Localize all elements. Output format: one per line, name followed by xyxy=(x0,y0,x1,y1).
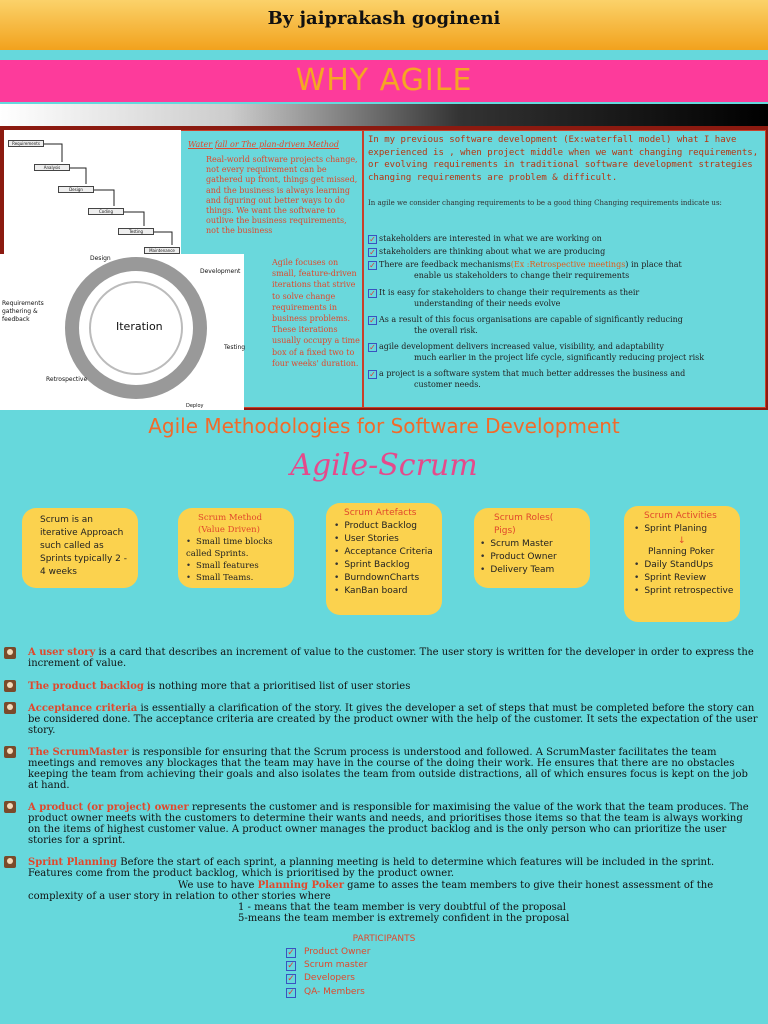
list-item: • Small Teams. xyxy=(186,572,288,584)
list-item: • Small time blocks called Sprints. xyxy=(186,536,288,560)
iter-label: Design xyxy=(90,255,111,262)
list-item: • Product Owner xyxy=(480,551,584,564)
product-owner-paragraph: A product (or project) owner represents the customer and is responsible for maximising the value of the work that the team produces. The product owner meets with the customers to determine their wants and needs, and prioritises those items so that the team is always working on the items of highest customer value. A product owner manages the product backlog and is the only person who can prioritize the user stories for a sprint. xyxy=(28,802,749,846)
wf-step: Coding xyxy=(88,208,124,215)
list-item: • Scrum Master xyxy=(480,538,584,551)
person-icon xyxy=(4,856,16,868)
person-icon xyxy=(4,801,16,813)
list-item: • BurndownCharts xyxy=(334,572,434,585)
wf-step: Design xyxy=(58,186,94,193)
acceptance-paragraph: Acceptance criteria is essentially a clarification of the story. It gives the developer a set of steps that must be completed before the story can be considered done. The acceptance criteria are created by the product owner with the help of the customer. It sets the expectation of the user story. xyxy=(28,703,758,736)
checkbox-icon: ✓ xyxy=(369,343,376,352)
wf-step: Maintenance xyxy=(144,247,180,254)
scrum-bubble-text: Scrum is an iterative Approach such called as Sprints typically 2 - 4 weeks xyxy=(40,515,127,577)
iter-label: Testing xyxy=(224,344,246,351)
checkbox-icon: ✓ xyxy=(369,261,376,270)
artefacts-title: Scrum Artefacts xyxy=(344,508,417,518)
list-item: • User Stories xyxy=(334,533,434,546)
list-item: • Daily StandUps xyxy=(634,559,734,572)
wf-step: Testing xyxy=(118,228,154,235)
activities-title: Scrum Activities xyxy=(644,511,717,521)
list-item: • Delivery Team xyxy=(480,564,584,577)
method-title: Scrum Method (Value Driven) xyxy=(198,513,263,535)
arrow-down-icon: ↓ xyxy=(678,536,686,546)
activities-bubble xyxy=(624,506,740,622)
methodologies-title: Agile Methodologies for Software Development xyxy=(148,414,620,438)
check-item: ✓ agile development delivers increased value, visibility, and adaptability much earlier in the project life cycle, significantly reducing project risk xyxy=(369,342,705,362)
checkbox-icon: ✓ xyxy=(369,248,376,257)
checkbox-icon: ✓ xyxy=(287,961,295,971)
iteration-text: Agile focuses on small, feature-driven iterations that strive to solve change requirements in business problems. These iterations usually occupy a time box of a fixed two to four weeks' duration. xyxy=(272,258,360,368)
activities-list-2 xyxy=(630,559,734,598)
user-story-paragraph: A user story is a card that describes an increment of value to the customer. The user story is written for the developer in order to express the increment of value. xyxy=(28,647,754,669)
agile-scrum-title: Agile-Scrum xyxy=(290,448,478,483)
planning-poker-paragraph: We use to have Planning Poker game to asses the team members to give their honest assessment of the complexity of a user story in relation to other stories where 1 - means that the team member is very doubtful of the proposal 5-means the team member is extremely confident in the proposal xyxy=(28,880,714,924)
iter-label: Deploy xyxy=(186,403,204,409)
waterfall-diagram xyxy=(4,130,181,254)
agile-intro: In agile we consider changing requirements to be a good thing Changing requirements indicate us: xyxy=(368,199,722,207)
check-item: ✓ It is easy for stakeholders to change their requirements as their understanding of their needs evolve xyxy=(369,288,640,308)
wf-step: Requirements xyxy=(8,140,44,147)
scrummaster-paragraph: The ScrumMaster is responsible for ensuring that the Scrum process is understood and followed. A ScrumMaster facilitates the team meetings and removes any blockages that the team may have in the course of the doing their work. He ensures that there are no obstacles keeping the team from achieving their goals and also isolates the team from outside distractions, all of which ensures focus is kept on the job at hand. xyxy=(28,747,748,791)
previous-experience-text: In my previous software development (Ex:waterfall model) what I have experienced is , when project middle when we want changing requirements, or evolving requirements in traditional software development strategies changing requirements are problem & difficult. xyxy=(368,135,759,183)
checkbox-icon: ✓ xyxy=(369,316,376,325)
waterfall-text: Real-world software projects change, not every requirement can be gathered up front, things get missed, and the business is always learning and figuring out better ways to do things. We want the software to outlive the business requirements, not the business xyxy=(206,155,358,236)
list-item: • Sprint Review xyxy=(634,572,734,585)
list-item: • Sprint Planing xyxy=(634,523,734,536)
waterfall-title: Water fall or The plan-driven Method xyxy=(188,140,339,149)
check-item: ✓ stakeholders are thinking about what we are producing xyxy=(369,247,606,257)
person-icon xyxy=(4,680,16,692)
roles-bubble xyxy=(474,508,590,588)
check-item: ✓ As a result of this focus organisations are capable of significantly reducing the overall risk. xyxy=(369,315,683,335)
banner-title: WHY AGILE xyxy=(295,63,473,98)
check-item: ✓ stakeholders are interested in what we are working on xyxy=(369,234,602,244)
iter-label: Requirements gathering & feedback xyxy=(2,300,44,323)
roles-title: Scrum Roles( Pigs) xyxy=(494,513,554,536)
scrum-bubble xyxy=(22,508,138,588)
check-item: ✓ There are feedback mechanisms(Ex :Retrospective meetings) in place that enable us stakeholders to change their requirements xyxy=(369,260,682,280)
checkbox-icon: ✓ xyxy=(369,289,376,298)
person-icon xyxy=(4,702,16,714)
method-bubble xyxy=(178,508,294,588)
backlog-paragraph: The product backlog is nothing more that a prioritised list of user stories xyxy=(28,681,411,692)
sprint-planning-paragraph: Sprint Planning Before the start of each sprint, a planning meeting is held to determine which features will be included in the sprint. Features come from the product backlog, which is prioritised by the product owner. xyxy=(28,857,715,879)
iteration-diagram xyxy=(0,254,244,410)
list-item: • Sprint retrospective xyxy=(634,585,734,598)
list-item: • Product Backlog xyxy=(334,520,434,533)
participant-item: ✓ Scrum master xyxy=(287,960,368,971)
activities-list xyxy=(630,523,734,536)
participant-item: ✓ Developers xyxy=(287,973,355,984)
gradient-divider xyxy=(0,104,768,126)
list-item: • Acceptance Criteria xyxy=(334,546,434,559)
wf-arrows xyxy=(4,130,181,254)
person-icon xyxy=(4,647,16,659)
author-name: By jaiprakash gogineni xyxy=(267,8,501,29)
checkbox-icon: ✓ xyxy=(287,988,295,998)
list-item: • KanBan board xyxy=(334,585,434,598)
artefacts-list xyxy=(334,520,434,598)
participants-title: PARTICIPANTS xyxy=(352,934,416,944)
iter-label: Retrospective xyxy=(46,376,88,383)
planning-poker-label: Planning Poker xyxy=(648,547,715,557)
iter-label: Development xyxy=(200,268,241,275)
participant-item: ✓ QA- Members xyxy=(287,987,365,998)
person-icon xyxy=(4,746,16,758)
checkbox-icon: ✓ xyxy=(369,235,376,244)
checkbox-icon: ✓ xyxy=(369,370,376,379)
roles-list xyxy=(480,538,584,577)
artefacts-bubble xyxy=(326,503,442,615)
iteration-center: Iteration xyxy=(116,320,163,333)
check-item: ✓ a project is a software system that much better addresses the business and customer needs. xyxy=(369,369,686,389)
method-list xyxy=(184,536,288,584)
author-header xyxy=(0,0,768,50)
list-item: • Small features xyxy=(186,560,288,572)
checkbox-icon: ✓ xyxy=(287,974,295,984)
list-item: • Sprint Backlog xyxy=(334,559,434,572)
why-agile-banner xyxy=(0,60,768,102)
wf-step: Analysis xyxy=(34,164,70,171)
checkbox-icon: ✓ xyxy=(287,948,295,958)
band-divider xyxy=(362,130,364,408)
participant-item: ✓ Product Owner xyxy=(287,947,371,958)
